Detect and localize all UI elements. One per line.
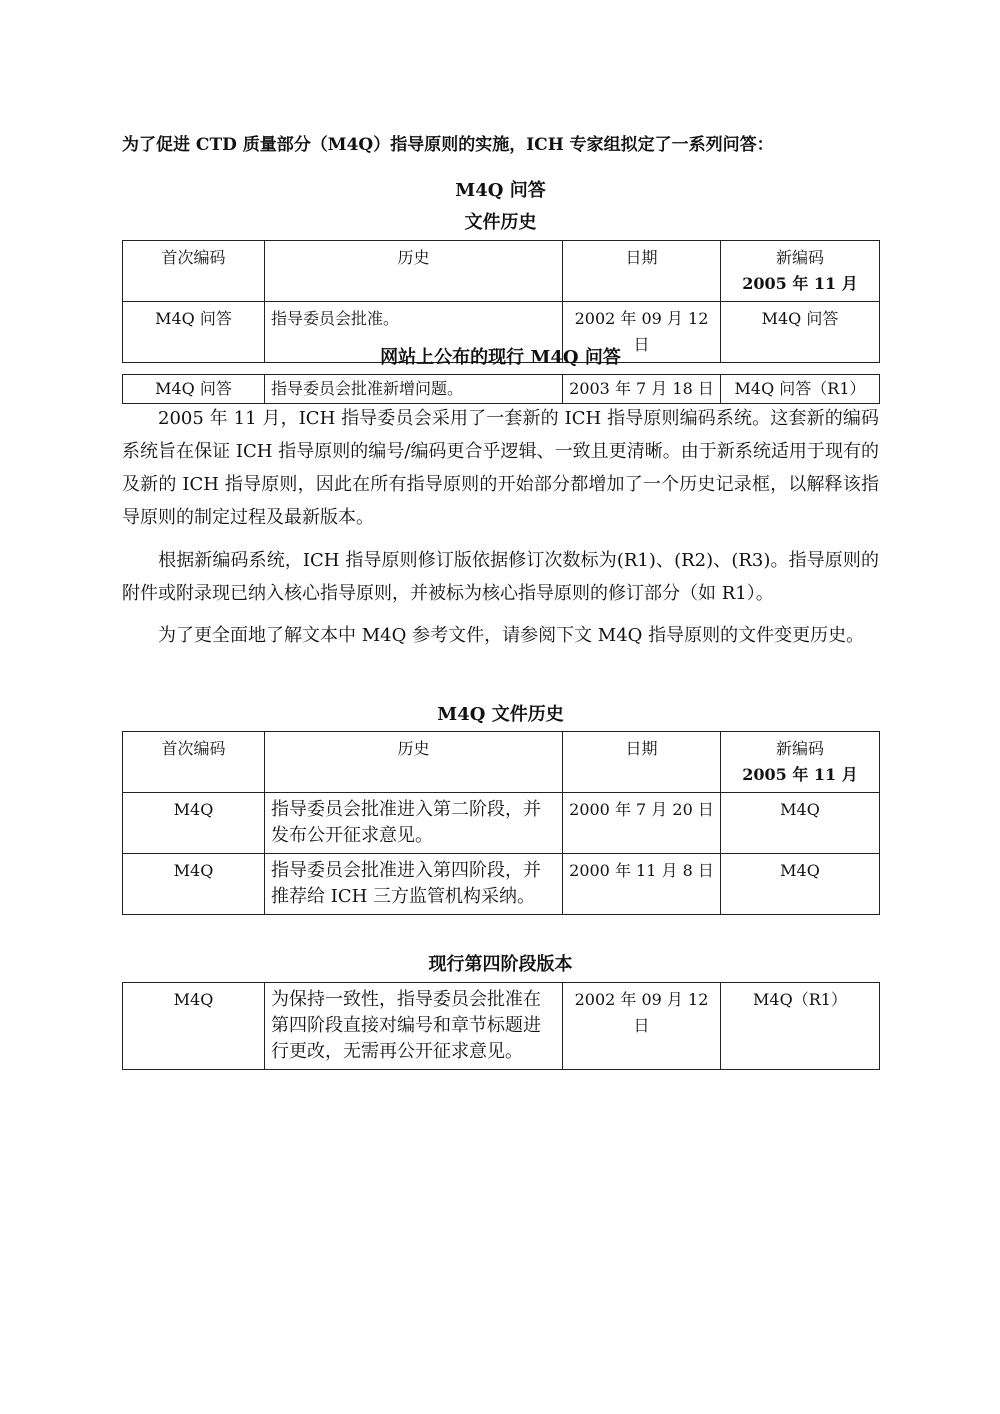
table-header-row [123, 241, 880, 302]
row-new-code: M4Q [721, 793, 880, 854]
row-history: 指导委员会批准。 [265, 302, 563, 363]
table-row [123, 983, 880, 1070]
header-new-code [721, 732, 880, 793]
row-code: M4Q 问答 [123, 375, 265, 404]
row-history: 指导委员会批准进入第四阶段，并推荐给 ICH 三方监管机构采纳。 [265, 854, 563, 915]
paragraph-2-text: 根据新编码系统，ICH 指导原则修订版依据修订次数标为(R1)、(R2)、(R3)。指导原则的附件或附录现已纳入核心指导原则，并被标为核心指导原则的修订部分（如 R1）。 [122, 550, 879, 604]
row-code: M4Q [123, 854, 265, 915]
row-history: 为保持一致性，指导委员会批准在第四阶段直接对编号和章节标题进行更改，无需再公开征求意见。 [265, 983, 563, 1070]
paragraph-1-text: 2005 年 11 月，ICH 指导委员会采用了一套新的 ICH 指导原则编码系统。这套新的编码系统旨在保证 ICH 指导原则的编号/编码更合乎逻辑、一致且更清晰。由于新系统适用于现有的及新的 ICH 指导原则，因此在所有指导原则的开始部分都增加了一个历史记录框，以解释该指导原则的制定过程及最新版本。 [122, 408, 879, 528]
row-date: 2000 年 11 月 8 日 [563, 854, 721, 915]
header-history: 历史 [265, 241, 563, 302]
row-history: 指导委员会批准进入第二阶段，并发布公开征求意见。 [265, 793, 563, 854]
header-new-code-date: 2005 年 11 月 [742, 765, 858, 784]
header-first-code: 首次编码 [123, 732, 265, 793]
header-new-code-label: 新编码 [775, 248, 824, 267]
section-title-stage4: 现行第四阶段版本 [428, 954, 573, 975]
paragraph-1 [122, 402, 879, 534]
section-title-m4q-history: M4Q 文件历史 [437, 704, 564, 725]
row-history: 指导委员会批准新增问题。 [265, 375, 563, 404]
row-date: 2002 年 09 月 12 日 [563, 302, 721, 363]
header-date: 日期 [563, 732, 721, 793]
row-date: 2003 年 7 月 18 日 [563, 375, 721, 404]
document-subtitle: 文件历史 [464, 212, 537, 233]
row-new-code: M4Q（R1） [721, 983, 880, 1070]
row-code: M4Q 问答 [123, 302, 265, 363]
row-code: M4Q [123, 793, 265, 854]
table-row [123, 854, 880, 915]
row-new-code: M4Q 问答 [721, 302, 880, 363]
header-new-code [721, 241, 880, 302]
paragraph-3-text: 为了更全面地了解文本中 M4Q 参考文件，请参阅下文 M4Q 指导原则的文件变更历史。 [158, 625, 865, 646]
row-date: 2002 年 09 月 12 日 [563, 983, 721, 1070]
intro-text: 为了促进 CTD 质量部分（M4Q）指导原则的实施，ICH 专家组拟定了一系列问答： [122, 135, 774, 155]
header-new-code-date: 2005 年 11 月 [742, 274, 858, 293]
history-table-4 [122, 982, 880, 1070]
row-date: 2000 年 7 月 20 日 [563, 793, 721, 854]
history-table-2 [122, 374, 880, 404]
row-new-code: M4Q [721, 854, 880, 915]
table-row [123, 793, 880, 854]
header-history: 历史 [265, 732, 563, 793]
paragraph-2 [122, 544, 879, 610]
document-title: M4Q 问答 [455, 180, 546, 201]
paragraph-3 [122, 619, 879, 652]
row-code: M4Q [123, 983, 265, 1070]
header-date: 日期 [563, 241, 721, 302]
header-first-code: 首次编码 [123, 241, 265, 302]
section-title-current-qa: 网站上公布的现行 M4Q 问答 [380, 347, 621, 368]
row-new-code: M4Q 问答（R1） [721, 375, 880, 404]
table-row [123, 375, 880, 404]
header-new-code-label: 新编码 [775, 739, 824, 758]
table-header-row [123, 732, 880, 793]
history-table-3 [122, 731, 880, 915]
